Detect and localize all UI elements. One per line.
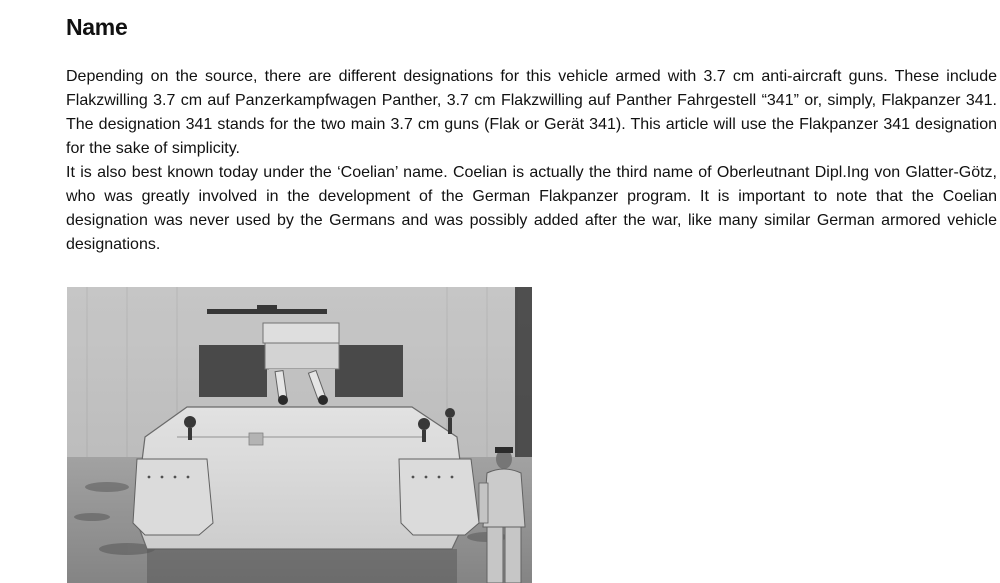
section-heading: Name bbox=[66, 14, 128, 40]
vehicle-photo[interactable] bbox=[67, 287, 532, 583]
paragraph-designations: Depending on the source, there are different designations for this vehicle armed with 3.7 cm anti-aircraft guns. These include Flakzwilling 3.7 cm auf Panzerkampfwagen Panther, 3.7 cm Flakzwilling auf Panther Fahrgestell “341” or, simply, Flakpanzer 341. The designation 341 stands for the two main 3.7 cm guns (Flak or Gerät 341). This article will use the Flakpanzer 341 designation for the sake of simplicity. bbox=[66, 68, 997, 157]
article-section bbox=[66, 0, 997, 257]
vehicle-photo-illustration bbox=[67, 287, 532, 583]
paragraph-coelian-name: It is also best known today under the ‘Coelian’ name. Coelian is actually the third name of Oberleutnant Dipl.Ing von Glatter-Götz, who was greatly involved in the development of the German Flakpanzer program. It is important to note that the Coelian designation was never used by the Germans and was possibly added after the war, like many similar German armored vehicle designations. bbox=[66, 164, 997, 253]
